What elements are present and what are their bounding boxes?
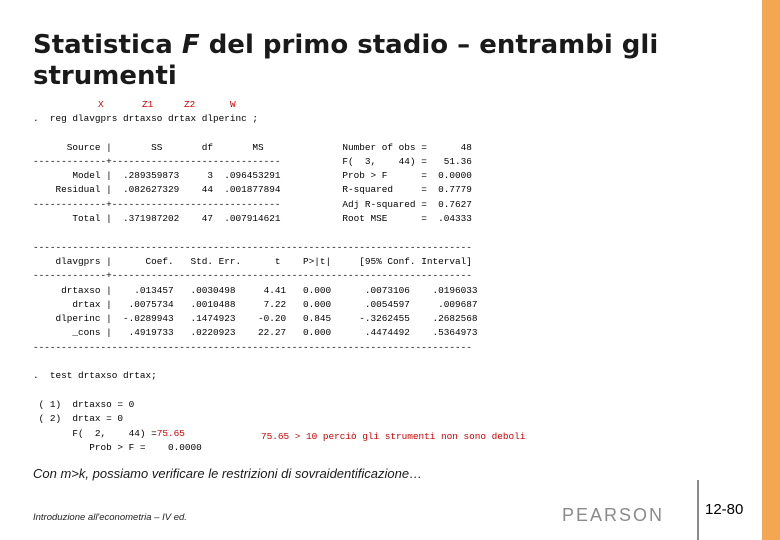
label-w: W (230, 99, 236, 110)
page-divider (697, 480, 699, 540)
pearson-logo: PEARSON (562, 505, 665, 525)
f-comment: 75.65 > 10 perciò gli strumenti non sono deboli (261, 431, 526, 442)
footer-text: Introduzione all'econometria – IV ed. (33, 512, 187, 523)
slide-title: Statistica F del primo stadio – entrambi gli strumenti (33, 30, 659, 91)
accent-bar (762, 0, 780, 540)
page-number: 12-80 (705, 501, 744, 518)
stata-output: . reg dlavgprs drtaxso drtax dlperinc ; Source | SS df MS Number of obs = 48 -------------+------------------------------ F( 3, 44) = 51.36 Model | .289359873 3 .096453291 Prob > F = 0.0000 Residual | .082627329 44 .001877894 R-squared = 0.7779 -------------+------------------------------ Adj R-squared = 0.7627 Total | .371987202 47 .007914621 Root MSE = .04333 ------------------------------------------------------------------------------ dlavgprs | Coef. Std. Err. t P>|t| [95% Conf. Interval] -------------+---------------------------------------------------------------- drtaxso | .013457 .0030498 4.41 0.000 .0073106 .0196033 drtax | .0075734 .0010488 7.22 0.000 .0054597 .009687 dlperinc | -.0289943 .1474923 -0.20 0.845 -.3262455 .2682568 _cons | .4919733 .0220923 22.27 0.000 .4474492 .5364973 ------------------------------------------------------------------------------ . test drtaxso drtax; ( 1) drtaxso = 0 ( 2) drtax = 0 F( 2, 44) =75.65 Prob > F = 0.0000 (33, 113, 478, 453)
label-z1: Z1 (142, 99, 154, 110)
label-x: X (98, 99, 104, 110)
label-z2: Z2 (184, 99, 196, 110)
note-text: Con m>k, possiamo verificare le restrizioni di sovraidentificazione… (33, 466, 423, 481)
